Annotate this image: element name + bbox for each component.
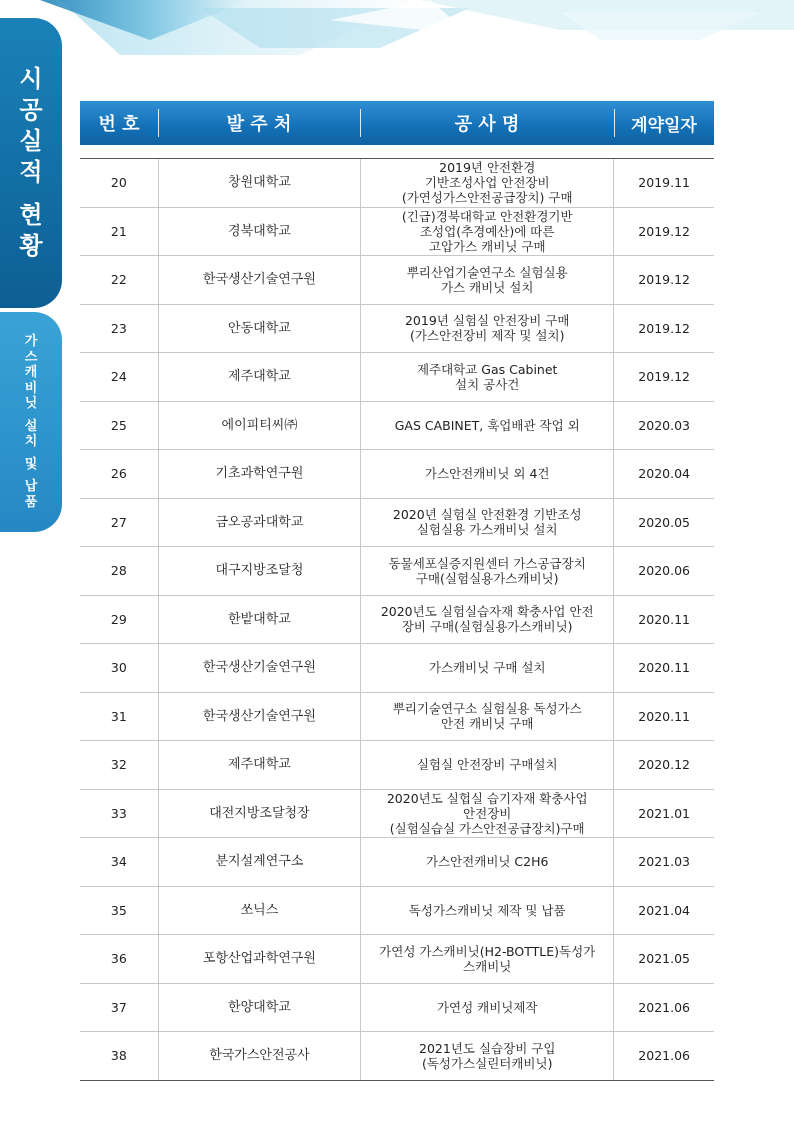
cell-project-name: 2021년도 실습장비 구입 (독성가스실린터캐비닛) [360, 1032, 613, 1080]
section-tab-gas-cabinet [0, 312, 62, 532]
cell-number: 23 [110, 320, 127, 336]
cell-client: 분지설계연구소 [158, 838, 360, 886]
cell-project-name: GAS CABINET, 훅업배관 작업 외 [360, 402, 613, 450]
section-subtitle-char: 스 [24, 349, 38, 365]
cell-client: 포항산업과학연구원 [158, 935, 360, 983]
cell-number: 33 [110, 805, 127, 821]
section-title-char: 황 [19, 232, 43, 260]
table-row [80, 887, 714, 936]
cell-contract-date: 2021.01 [613, 790, 714, 838]
cell-project-name: 2020년도 실험실습자재 확충사업 안전 장비 구매(실험실용가스캐비닛) [360, 596, 613, 644]
section-tab-sub-label [25, 334, 38, 510]
cell-contract-date: 2020.11 [613, 644, 714, 692]
table-row [80, 984, 714, 1033]
cell-project-name: 가스캐비닛 구매 설치 [360, 644, 613, 692]
section-subtitle-char: 품 [24, 494, 38, 510]
cell-client: 금오공과대학교 [158, 499, 360, 547]
header-number: 번 호 [98, 114, 140, 135]
section-subtitle-char: 설 [24, 418, 38, 434]
section-subtitle-char: 치 [24, 434, 38, 449]
header-client: 발 주 처 [158, 101, 360, 145]
cell-number: 28 [110, 563, 127, 579]
cell-number: 36 [110, 951, 127, 967]
cell-project-name: 가연성 캐비닛제작 [360, 984, 613, 1032]
cell-client: 한국생산기술연구원 [158, 256, 360, 304]
cell-client: 기초과학연구원 [158, 450, 360, 498]
cell-contract-date: 2019.12 [613, 305, 714, 353]
table-row [80, 450, 714, 499]
cell-number: 35 [110, 902, 127, 918]
cell-number: 29 [110, 611, 127, 627]
cell-project-name: 뿌리기술연구소 실험실용 독성가스 안전 캐비닛 구매 [360, 693, 613, 741]
cell-client: 대전지방조달청장 [158, 790, 360, 838]
cell-number: 25 [110, 417, 127, 433]
cell-number: 22 [110, 272, 127, 288]
cell-contract-date: 2020.06 [613, 547, 714, 595]
cell-project-name: 뿌리산업기술연구소 실험실용 가스 캐비닛 설치 [360, 256, 613, 304]
cell-project-name: 2020년도 실헙실 습기자재 확충사업 안전장비 (실험실습실 가스안전공급장치)구매 [360, 790, 613, 838]
cell-contract-date: 2020.04 [613, 450, 714, 498]
section-title-char: 적 [19, 158, 43, 186]
cell-number: 26 [110, 466, 127, 482]
cell-client: 제주대학교 [158, 353, 360, 401]
top-decoration [0, 0, 794, 60]
header-contract-date: 계약일자 [614, 101, 714, 145]
cell-contract-date: 2020.03 [613, 402, 714, 450]
table-row [80, 547, 714, 596]
table-row [80, 935, 714, 984]
cell-contract-date: 2019.12 [613, 256, 714, 304]
table-row [80, 256, 714, 305]
cell-project-name: 가연성 가스캐비닛(H2-BOTTLE)독성가 스캐비닛 [360, 935, 613, 983]
cell-number: 21 [110, 223, 127, 239]
section-title-char: 실 [19, 127, 43, 155]
cell-project-name: 독성가스캐비닛 제작 및 납품 [360, 887, 613, 935]
cell-project-name: 가스안전캐비닛 외 4건 [360, 450, 613, 498]
cell-number: 34 [110, 854, 127, 870]
cell-number: 24 [110, 369, 127, 385]
table-row [80, 353, 714, 402]
cell-contract-date: 2019.12 [613, 208, 714, 256]
cell-client: 제주대학교 [158, 741, 360, 789]
cell-project-name: 가스안전캐비닛 C2H6 [360, 838, 613, 886]
section-title-char: 시 [19, 65, 43, 93]
cell-project-name: 2020년 실험실 안전환경 기반조성 실험실용 가스캐비닛 설치 [360, 499, 613, 547]
table-row [80, 159, 714, 208]
cell-contract-date: 2020.05 [613, 499, 714, 547]
section-subtitle-char: 캐 [24, 365, 38, 380]
table-row [80, 1032, 714, 1081]
table-row [80, 693, 714, 742]
cell-contract-date: 2020.12 [613, 741, 714, 789]
section-tab-label [19, 64, 42, 262]
cell-contract-date: 2021.06 [613, 1032, 714, 1080]
section-subtitle-char: 비 [24, 380, 38, 396]
section-title-char: 공 [19, 96, 43, 124]
cell-client: 한국생산기술연구원 [158, 693, 360, 741]
cell-client: 경북대학교 [158, 208, 360, 256]
header-project-name: 공 사 명 [360, 101, 614, 145]
cell-project-name: 동물세포실증지원센터 가스공급장치 구매(실험실용가스캐비닛) [360, 547, 613, 595]
cell-project-name: 2019년 안전환경 기반조성사업 안전장비 (가연성가스안전공급장치) 구매 [360, 159, 613, 207]
cell-contract-date: 2020.11 [613, 596, 714, 644]
table-row [80, 499, 714, 548]
section-subtitle-char: 납 [24, 479, 38, 494]
table-row [80, 305, 714, 354]
cell-number: 32 [110, 757, 127, 773]
cell-number: 38 [110, 1048, 127, 1064]
cell-number: 30 [110, 660, 127, 676]
cell-contract-date: 2019.12 [613, 353, 714, 401]
table-row [80, 741, 714, 790]
cell-contract-date: 2019.11 [613, 159, 714, 207]
cell-contract-date: 2021.06 [613, 984, 714, 1032]
table-row [80, 402, 714, 451]
cell-project-name: 2019년 실험실 안전장비 구매 (가스안전장비 제작 및 설치) [360, 305, 613, 353]
table-row [80, 596, 714, 645]
decorative-shapes [0, 0, 794, 60]
cell-client: 대구지방조달청 [158, 547, 360, 595]
section-subtitle-char: 닛 [24, 396, 38, 411]
cell-client: 한양대학교 [158, 984, 360, 1032]
section-subtitle-char: 가 [24, 334, 38, 349]
cell-client: 한국가스안전공사 [158, 1032, 360, 1080]
cell-number: 37 [110, 999, 127, 1015]
cell-number: 20 [110, 175, 127, 191]
table-header [80, 101, 714, 145]
section-tab-construction-record [0, 18, 62, 308]
cell-client: 안동대학교 [158, 305, 360, 353]
table-row [80, 644, 714, 693]
table-row [80, 838, 714, 887]
cell-project-name: 실험실 안전장비 구매설치 [360, 741, 613, 789]
cell-client: 한밭대학교 [158, 596, 360, 644]
cell-project-name: 제주대학교 Gas Cabinet 설치 공사건 [360, 353, 613, 401]
cell-contract-date: 2020.11 [613, 693, 714, 741]
cell-number: 31 [110, 708, 127, 724]
section-subtitle-char: 및 [24, 456, 38, 472]
cell-project-name: (긴급)경북대학교 안전환경기반 조성업(추경예산)에 따른 고압가스 캐비닛 구매 [360, 208, 613, 256]
cell-contract-date: 2021.03 [613, 838, 714, 886]
cell-client: 에이피티씨㈜ [158, 402, 360, 450]
cell-client: 한국생산기술연구원 [158, 644, 360, 692]
table-row [80, 790, 714, 839]
cell-contract-date: 2021.05 [613, 935, 714, 983]
cell-number: 27 [110, 514, 127, 530]
cell-client: 쏘닉스 [158, 887, 360, 935]
table-row [80, 208, 714, 257]
cell-contract-date: 2021.04 [613, 887, 714, 935]
section-title-char: 현 [19, 201, 43, 229]
records-table [80, 158, 714, 1081]
cell-client: 창원대학교 [158, 159, 360, 207]
